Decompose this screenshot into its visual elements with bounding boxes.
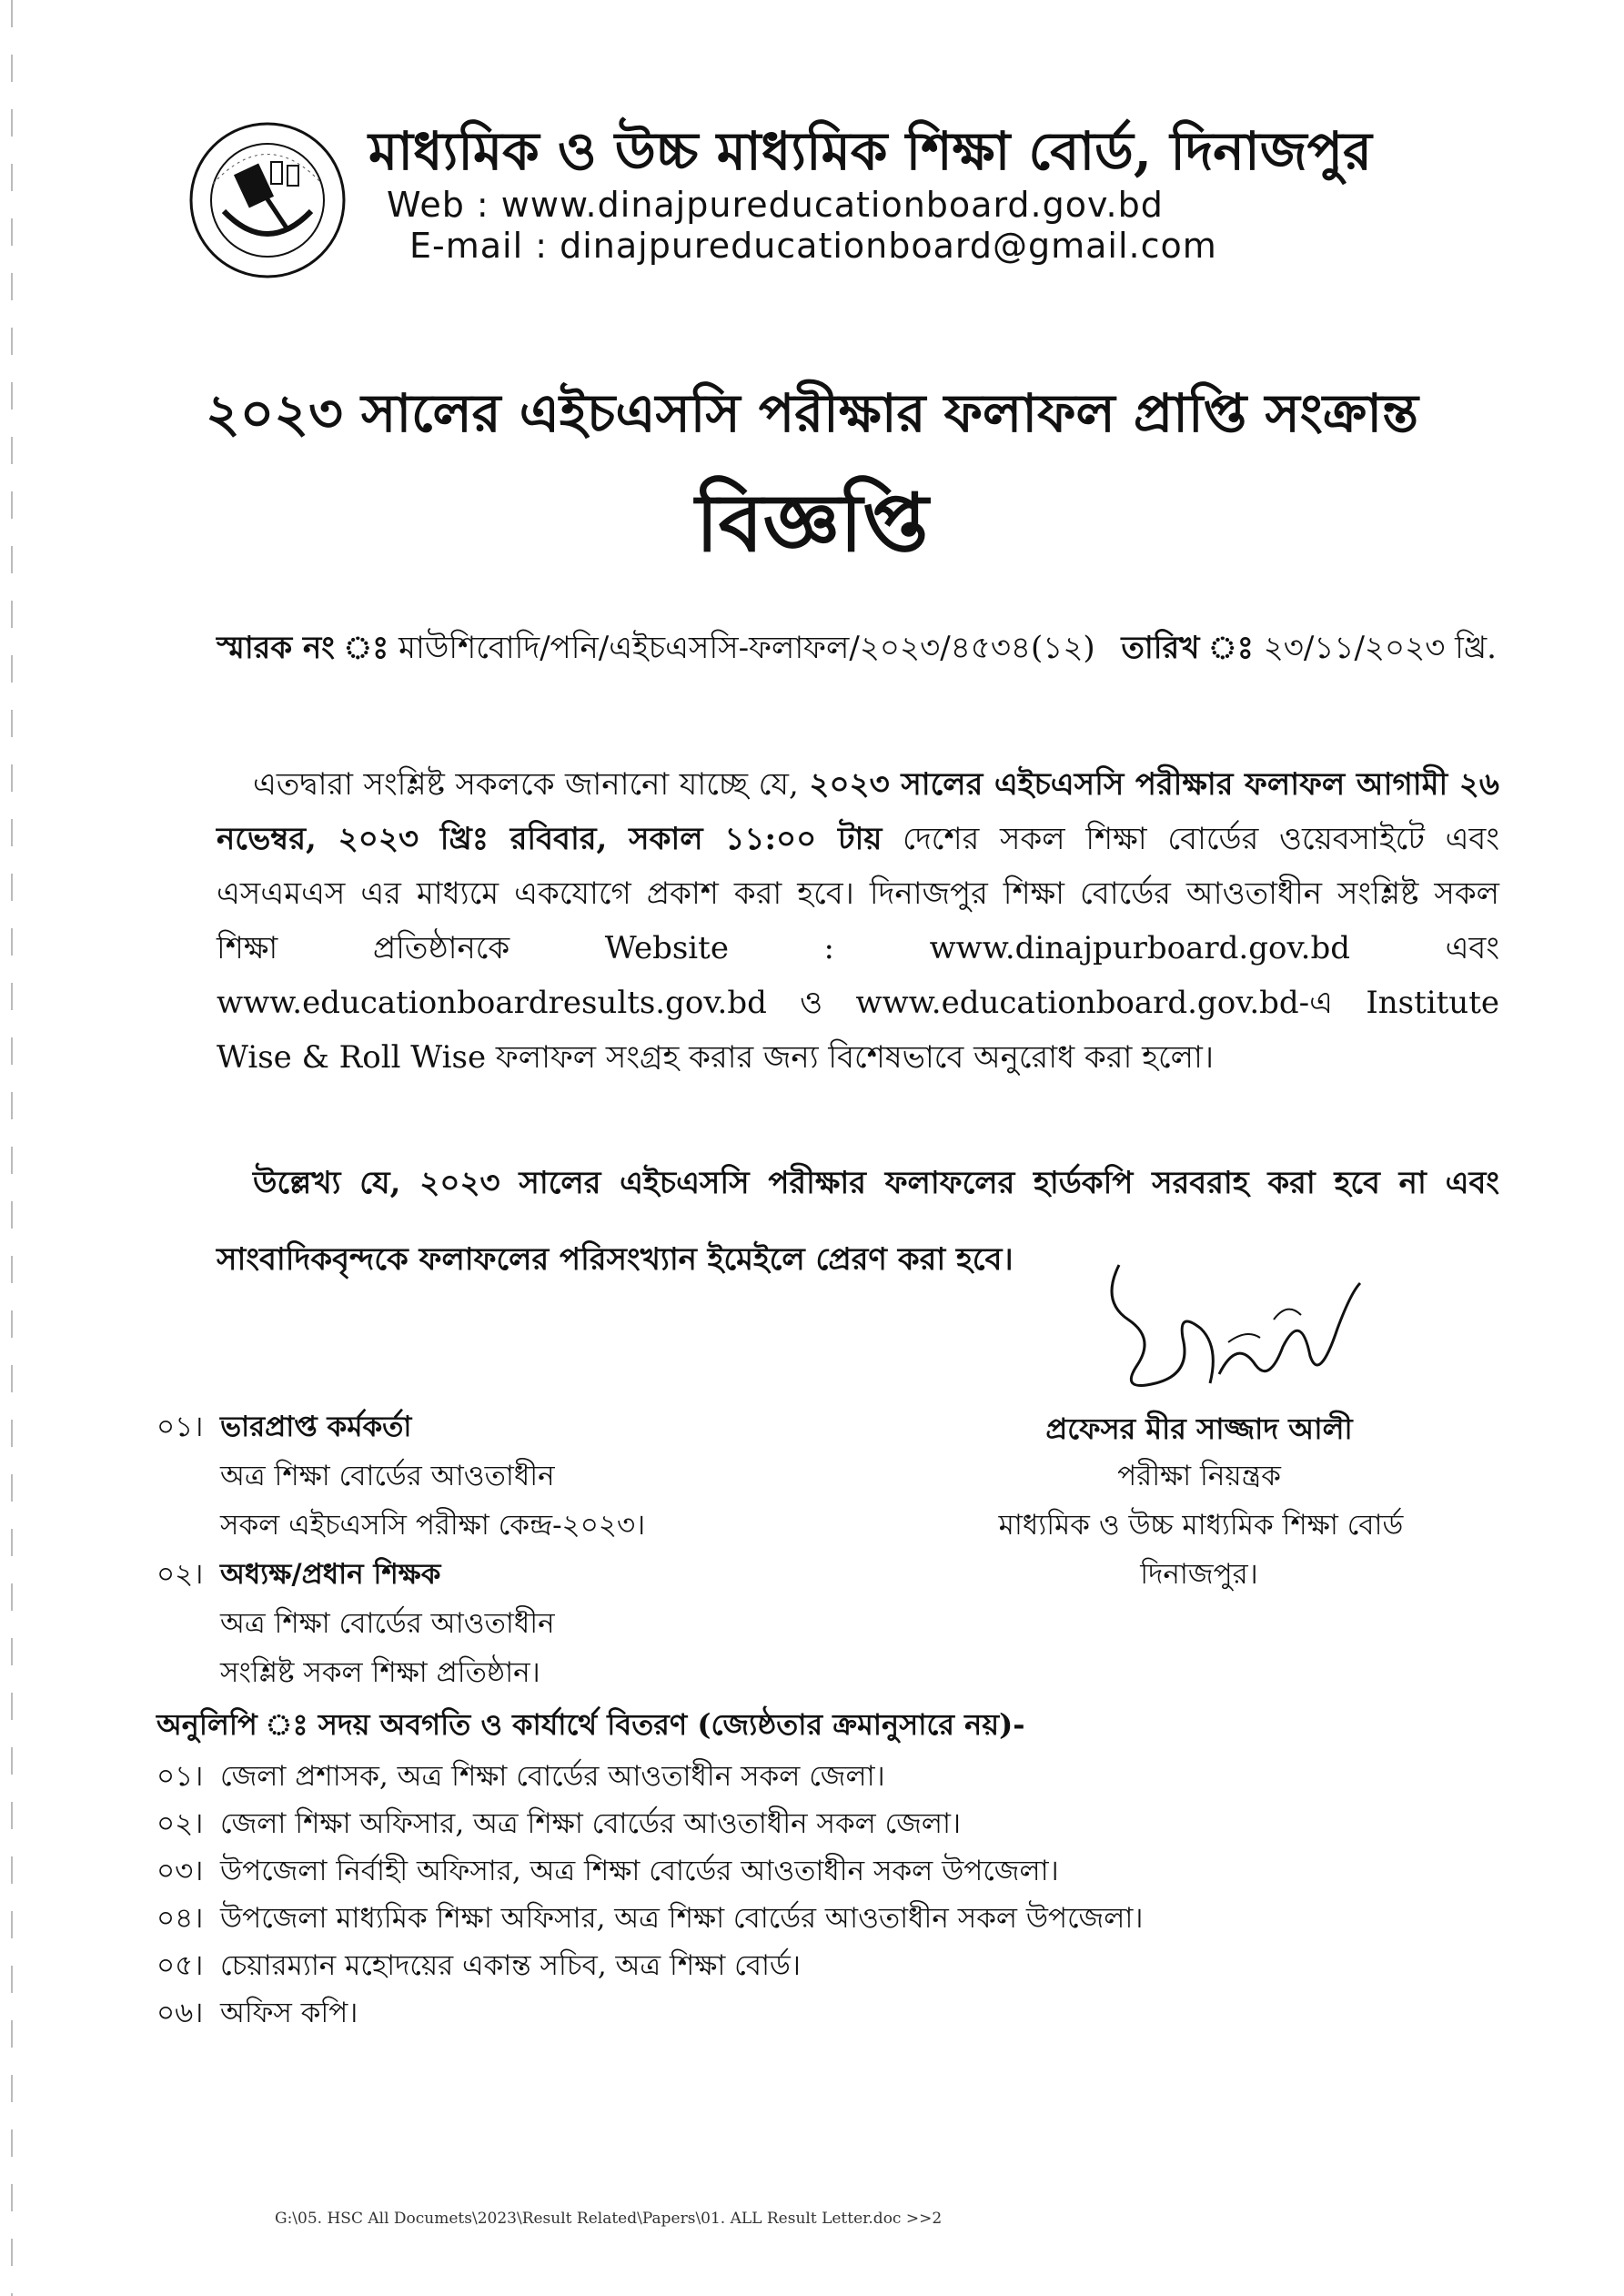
copy-item-number: ০২। — [156, 1807, 204, 1840]
board-name: মাধ্যমিক ও উচ্চ মাধ্যমিক শিক্ষা বোর্ড, দিনাজপুর — [368, 120, 1372, 182]
copy-item-number: ০৫। — [156, 1949, 204, 1982]
copy-item — [156, 1944, 801, 1991]
copy-item-text: চেয়ারম্যান মহোদয়ের একান্ত সচিব, অত্র শিক্ষা বোর্ড। — [220, 1949, 801, 1982]
copy-item — [156, 1896, 1143, 1944]
recipient-2-line-1: অত্র শিক্ষা বোর্ডের আওতাধীন — [220, 1607, 555, 1640]
body-paragraph-1 — [217, 757, 1499, 1085]
memo-number: মাউশিবোদি/পনি/এইচএসসি-ফলাফল/২০২৩/৪৫৩৪(১২) — [398, 630, 1095, 666]
copy-item-text: উপজেলা নির্বাহী অফিসার, অত্র শিক্ষা বোর্ডের আওতাধীন সকল উপজেলা। — [220, 1855, 1059, 1887]
board-website: Web : www.dinajpureducationboard.gov.bd — [387, 185, 1164, 225]
signature-icon — [1092, 1247, 1365, 1401]
para1-rest: দেশের সকল শিক্ষা বোর্ডের ওয়েবসাইটে এবং এসএমএস এর মাধ্যমে একযোগে প্রকাশ করা হবে। দিনাজপুর শিক্ষা বোর্ডের আওতাধীন সংশ্লিষ্ট সকল শিক্ষা প্রতিষ্ঠানকে Website : www.dinajpurboard.gov.bd এবং www.educationboardresults.gov.bd ও www.educationboard.gov.bd-এ Institute Wise & Roll Wise ফলাফল সংগ্রহ করার জন্য বিশেষভাবে অনুরোধ করা হলো। — [217, 821, 1499, 1076]
date-line — [1121, 624, 1497, 676]
copy-item-text: জেলা প্রশাসক, অত্র শিক্ষা বোর্ডের আওতাধীন সকল জেলা। — [220, 1760, 885, 1793]
memo-line — [217, 624, 1095, 676]
signatory-city: দিনাজপুর। — [1140, 1558, 1258, 1591]
signatory-post: পরীক্ষা নিয়ন্ত্রক — [1117, 1460, 1281, 1492]
copy-item — [156, 1849, 1059, 1896]
para1-lead: এতদ্বারা সংশ্লিষ্ট সকলকে জানানো যাচ্ছে যে, — [253, 766, 810, 803]
recipient-number: ০২। — [156, 1558, 204, 1591]
handwritten-signature — [1092, 1247, 1365, 1401]
copy-item-number: ০১। — [156, 1760, 204, 1793]
seal-icon — [187, 120, 348, 280]
recipient-number: ০১। — [156, 1411, 204, 1443]
board-email: E-mail : dinajpureducationboard@gmail.com — [409, 226, 1217, 266]
body-paragraph-2: উল্লেখ্য যে, ২০২৩ সালের এইচএসসি পরীক্ষার ফলাফলের হার্ডকপি সরবরাহ করা হবে না এবং সাংবাদিকবৃন্দকে ফলাফলের পরিসংখ্যান ইমেইলে প্রেরণ করা হবে। — [217, 1165, 1499, 1278]
para1-highlight: ২০২৩ সালের এইচএসসি পরীক্ষার ফলাফল আগামী ২৬ নভেম্বর, ২০২৩ খ্রিঃ রবিবার, সকাল ১১:০০ টায় — [217, 766, 1500, 857]
recipient-1 — [156, 1403, 411, 1451]
copy-item-text: জেলা শিক্ষা অফিসার, অত্র শিক্ষা বোর্ডের আওতাধীন সকল জেলা। — [220, 1807, 962, 1840]
notice-subject: ২০২৩ সালের এইচএসসি পরীক্ষার ফলাফল প্রাপ্তি সংক্রান্ত — [205, 382, 1419, 444]
copy-item-text: অফিস কপি। — [220, 1997, 358, 2029]
recipient-title: ভারপ্রাপ্ত কর্মকর্তা — [220, 1411, 412, 1443]
memo-label: স্মারক নং ঃ — [217, 630, 389, 666]
date-label: তারিখ ঃ — [1121, 630, 1254, 666]
copy-item — [156, 1755, 885, 1802]
recipient-title: অধ্যক্ষ/প্রধান শিক্ষক — [220, 1558, 441, 1591]
copy-item-number: ০৬। — [156, 1997, 204, 2029]
recipient-2 — [156, 1551, 440, 1598]
date-value: ২৩/১১/২০২৩ খ্রি. — [1263, 630, 1497, 666]
file-path-footer: G:\05. HSC All Documets\2023\Result Related\Papers\01. ALL Result Letter.doc >>2 — [275, 2210, 943, 2228]
copy-item — [156, 1991, 358, 2038]
signatory-board: মাধ্যমিক ও উচ্চ মাধ্যমিক শিক্ষা বোর্ড — [998, 1509, 1404, 1542]
recipient-2-line-2: সংশ্লিষ্ট সকল শিক্ষা প্রতিষ্ঠান। — [220, 1656, 540, 1689]
copy-distribution-heading: অনুলিপি ঃ সদয় অবগতি ও কার্যার্থে বিতরণ (জ্যেষ্ঠতার ক্রমানুসারে নয়)- — [156, 1707, 1025, 1742]
copy-item-text: উপজেলা মাধ্যমিক শিক্ষা অফিসার, অত্র শিক্ষা বোর্ডের আওতাধীন সকল উপজেলা। — [220, 1902, 1144, 1935]
signatory-name: প্রফেসর মীর সাজ্জাদ আলী — [1045, 1411, 1353, 1446]
scan-edge-rule — [11, 0, 13, 2296]
copy-item-number: ০৩। — [156, 1855, 204, 1887]
copy-item-number: ০৪। — [156, 1902, 204, 1935]
recipient-1-line-2: সকল এইচএসসি পরীক্ষা কেন্দ্র-২০২৩। — [220, 1509, 646, 1542]
board-logo-seal — [187, 120, 348, 280]
recipient-1-line-1: অত্র শিক্ষা বোর্ডের আওতাধীন — [220, 1460, 555, 1492]
copy-item — [156, 1802, 961, 1849]
notice-title: বিজ্ঞপ্তি — [695, 475, 929, 570]
